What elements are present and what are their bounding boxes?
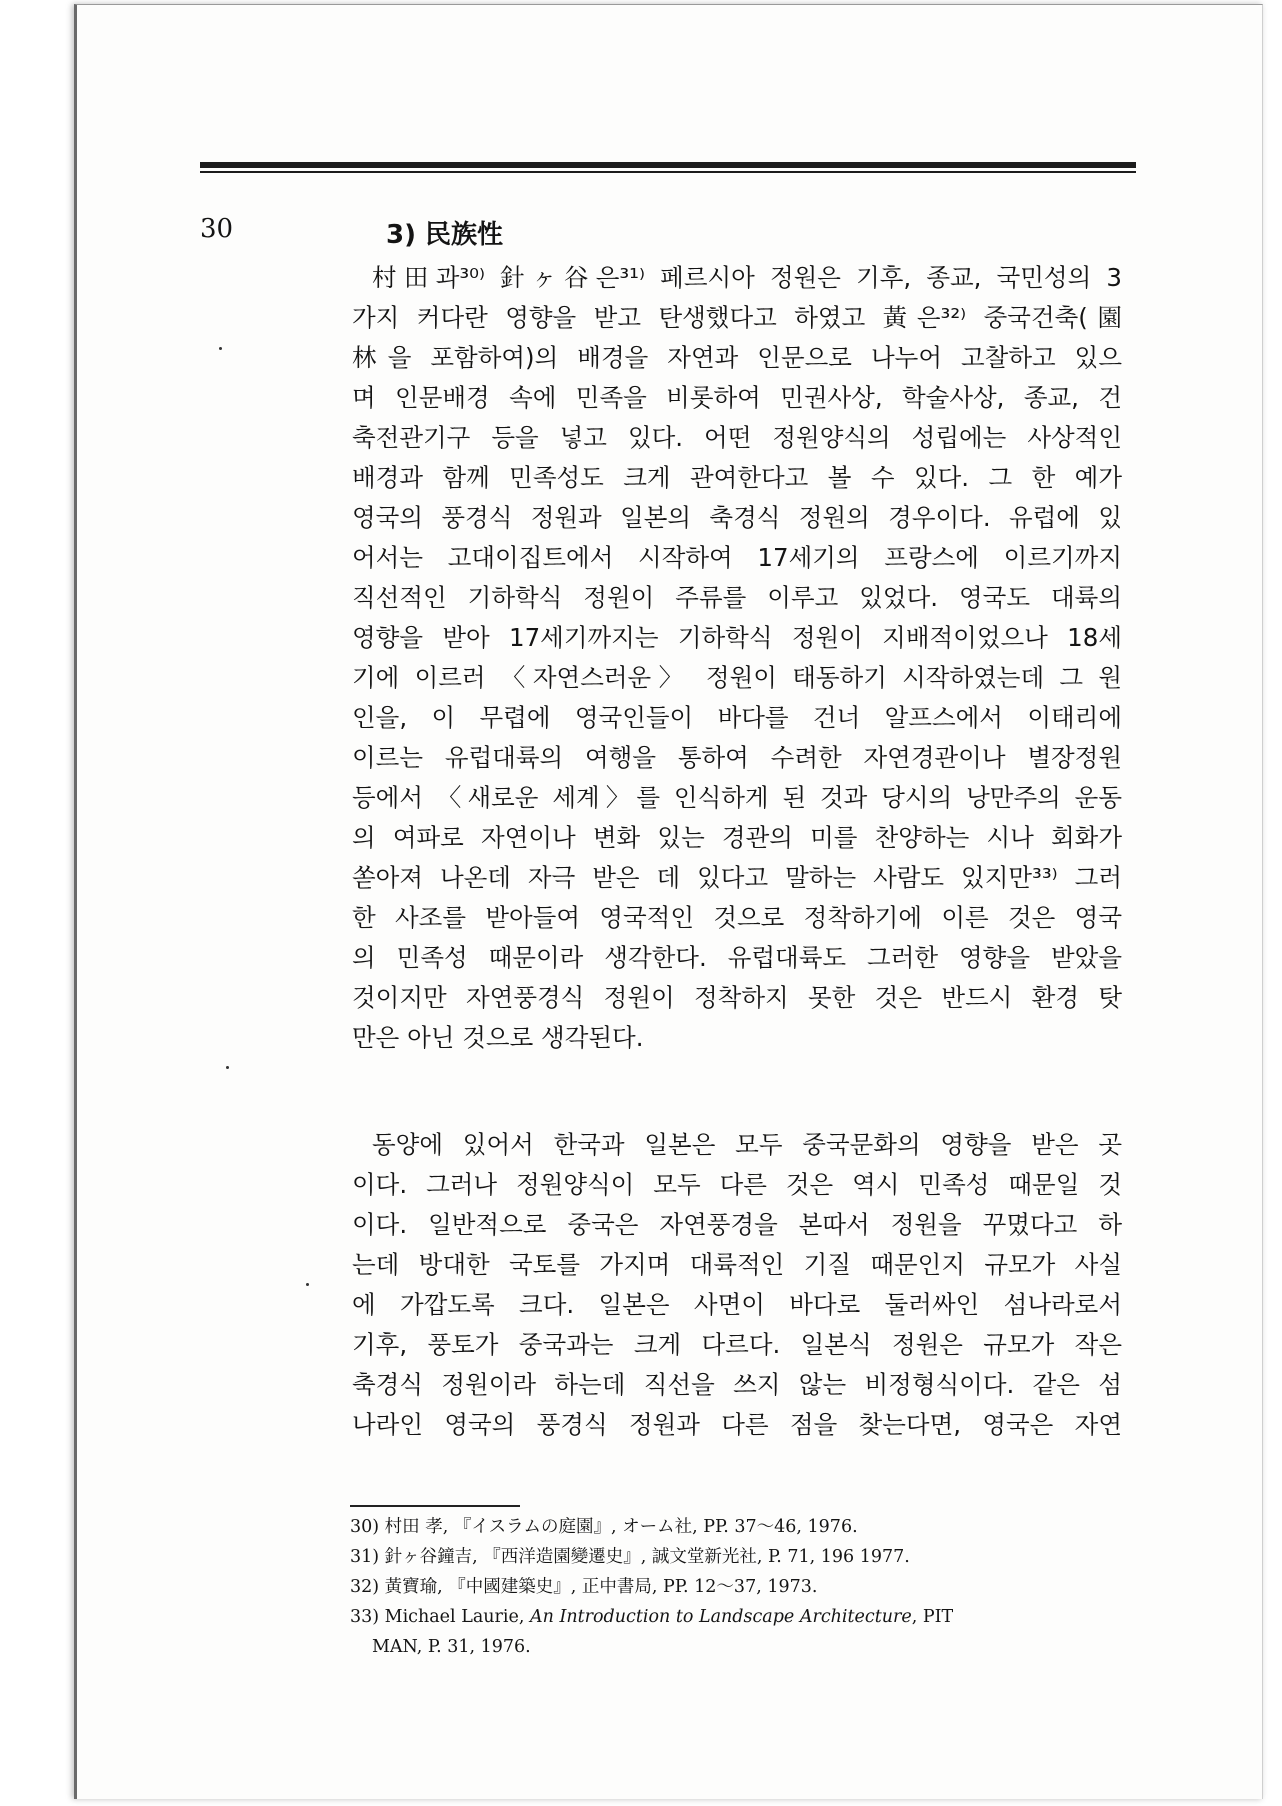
- scan-speck: [219, 347, 222, 350]
- footnote-continuation: MAN, P. 31, 1976.: [372, 1637, 531, 1657]
- body-line: 축경식 정원이라 하는데 직선을 쓰지 않는 비정형식이다. 같은 섬: [352, 1370, 1122, 1399]
- section-heading: 3) 民族性: [386, 220, 504, 250]
- footnote: 31) 針ヶ谷鐘吉, 『西洋造園變遷史』, 誠文堂新光社, P. 71, 196 1977.: [350, 1547, 910, 1567]
- body-line: 등에서 〈새로운 세계〉를 인식하게 된 것과 당시의 낭만주의 운동: [352, 783, 1122, 812]
- footnote-rule: [350, 1505, 520, 1507]
- body-line: 기후, 풍토가 중국과는 크게 다르다. 일본식 정원은 규모가 작은: [352, 1330, 1122, 1359]
- body-line: 이다. 일반적으로 중국은 자연풍경을 본따서 정원을 꾸몄다고 하: [352, 1210, 1122, 1239]
- footnote: [350, 1602, 1130, 1632]
- body-line: 축전관기구 등을 넣고 있다. 어떤 정원양식의 성립에는 사상적인: [352, 423, 1122, 452]
- body-line: 에 가깝도록 크다. 일본은 사면이 바다로 둘러싸인 섬나라로서: [352, 1290, 1122, 1319]
- body-line: 林을 포함하여)의 배경을 자연과 인문으로 나누어 고찰하고 있으: [352, 343, 1122, 372]
- footnote: 32) 黃寶瑜, 『中國建築史』, 正中書局, PP. 12～37, 1973.: [350, 1577, 818, 1597]
- body-line: 가지 커다란 영향을 받고 탄생했다고 하였고 黃은³²⁾ 중국건축(園: [352, 303, 1122, 332]
- scan-speck: [226, 1066, 229, 1069]
- footnote: 30) 村田 孝, 『イスラムの庭園』, オーム社, PP. 37～46, 1976.: [350, 1517, 858, 1537]
- body-line: 영국의 풍경식 정원과 일본의 축경식 정원의 경우이다. 유럽에 있: [352, 503, 1122, 532]
- body-line: 村田과³⁰⁾ 針ヶ谷은³¹⁾ 페르시아 정원은 기후, 종교, 국민성의 3: [372, 263, 1122, 292]
- body-line: 의 민족성 때문이라 생각한다. 유럽대륙도 그러한 영향을 받았을: [352, 943, 1122, 972]
- body-line: 쏟아져 나온데 자극 받은 데 있다고 말하는 사람도 있지만³³⁾ 그러: [352, 863, 1122, 892]
- body-line: 배경과 함께 민족성도 크게 관여한다고 볼 수 있다. 그 한 예가: [352, 463, 1122, 492]
- header-rule: [200, 162, 1136, 168]
- body-line: 만은 아닌 것으로 생각된다.: [352, 1023, 644, 1052]
- body-line: 기에 이르러 〈자연스러운〉 정원이 태동하기 시작하였는데 그 원: [352, 663, 1122, 692]
- body-line: 한 사조를 받아들여 영국적인 것으로 정착하기에 이른 것은 영국: [352, 903, 1122, 932]
- body-line: 직선적인 기하학식 정원이 주류를 이루고 있었다. 영국도 대륙의: [352, 583, 1122, 612]
- header-rule-thin: [200, 171, 1136, 173]
- body-line: 의 여파로 자연이나 변화 있는 경관의 미를 찬양하는 시나 회화가: [352, 823, 1122, 852]
- body-line: 인을, 이 무렵에 영국인들이 바다를 건너 알프스에서 이태리에: [352, 703, 1122, 732]
- body-line: 것이지만 자연풍경식 정원이 정착하지 못한 것은 반드시 환경 탓: [352, 983, 1122, 1012]
- body-line: 는데 방대한 국토를 가지며 대륙적인 기질 때문인지 규모가 사실: [352, 1250, 1122, 1279]
- footnote-author: 33) Michael Laurie,: [350, 1607, 530, 1627]
- body-line: 어서는 고대이집트에서 시작하여 17세기의 프랑스에 이르기까지: [352, 543, 1122, 572]
- body-line: 이다. 그러나 정원양식이 모두 다른 것은 역시 민족성 때문일 것: [352, 1170, 1122, 1199]
- body-line: 영향을 받아 17세기까지는 기하학식 정원이 지배적이었으나 18세: [352, 623, 1122, 652]
- page-number: 30: [200, 214, 234, 244]
- body-line: 나라인 영국의 풍경식 정원과 다른 점을 찾는다면, 영국은 자연: [352, 1410, 1122, 1439]
- body-line: 동양에 있어서 한국과 일본은 모두 중국문화의 영향을 받은 곳: [372, 1130, 1122, 1159]
- body-line: 며 인문배경 속에 민족을 비롯하여 민권사상, 학술사상, 종교, 건: [352, 383, 1122, 412]
- body-line: 이르는 유럽대륙의 여행을 통하여 수려한 자연경관이나 별장정원: [352, 743, 1122, 772]
- scan-speck: [306, 1283, 309, 1286]
- footnote-book-title: An Introduction to Landscape Architecture: [529, 1607, 912, 1627]
- footnote-publisher: , PIT: [911, 1607, 954, 1627]
